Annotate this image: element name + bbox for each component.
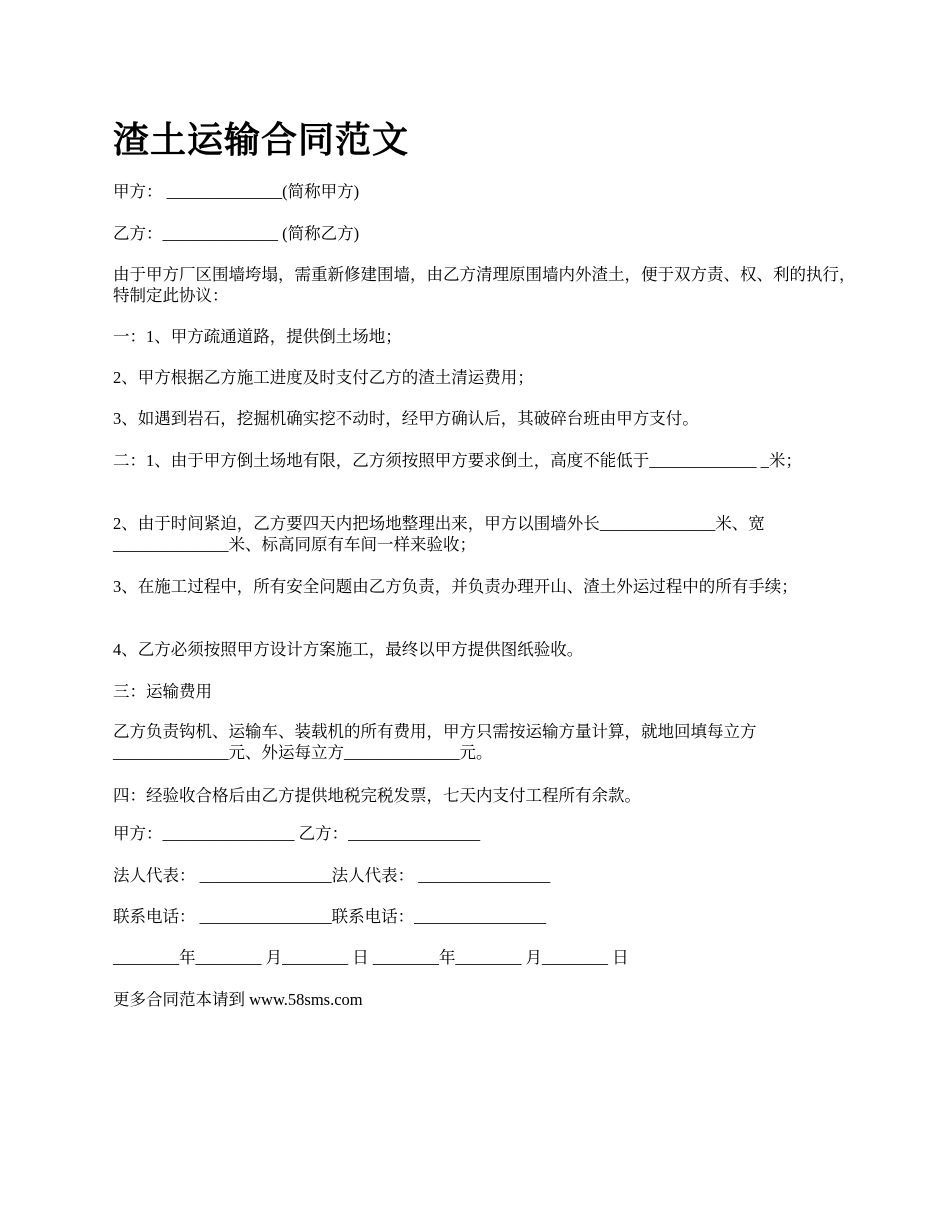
clause-1-3: 3、如遇到岩石，挖掘机确实挖不动时，经甲方确认后，其破碎台班由甲方支付。 [113,409,699,428]
signature-parties-line: 甲方：________________ 乙方：________________ [113,824,481,843]
section-3-heading: 三：运输费用 [113,682,212,701]
clause-2-3: 3、在施工过程中，所有安全问题由乙方负责，并负责办理开山、渣土外运过程中的所有手续； [113,577,798,596]
footer-link-line: 更多合同范本请到 www.58sms.com [113,990,363,1009]
document-title: 渣土运输合同范文 [113,119,410,161]
transport-fee-paragraph: 乙方负责钩机、运输车、装载机的所有费用，甲方只需按运输方量计算，就地回填每立方______________元、外运每立方______________元。 [113,722,757,762]
date-line: ________年________ 月________ 日 ________年________ 月________ 日 [113,948,629,967]
clause-1-1: 一：1、甲方疏通道路，提供倒土场地； [113,327,402,346]
section-4-paragraph: 四：经验收合格后由乙方提供地税完税发票，七天内支付工程所有余款。 [113,786,641,805]
contact-phone-line: 联系电话： ________________联系电话：________________ [113,907,547,926]
legal-rep-line: 法人代表： ________________法人代表： ________________ [113,866,551,885]
party-b-line: 乙方：______________ (简称乙方) [113,224,360,243]
party-a-line: 甲方： ______________(简称甲方) [113,182,360,201]
clause-2-2: 2、由于时间紧迫，乙方要四天内把场地整理出来，甲方以围墙外长______________米、宽______________米、标高同原有车间一样来验收； [113,514,765,554]
clause-2-4: 4、乙方必须按照甲方设计方案施工，最终以甲方提供图纸验收。 [113,640,584,659]
clause-1-2: 2、甲方根据乙方施工进度及时支付乙方的渣土清运费用； [113,368,534,387]
clause-2-1: 二：1、由于甲方倒土场地有限，乙方须按照甲方要求倒土，高度不能低于_____________ _米； [113,451,802,470]
intro-paragraph: 由于甲方厂区围墙垮塌，需重新修建围墙，由乙方清理原围墙内外渣土，便于双方责、权、利的执行，特制定此协议： [113,265,856,305]
